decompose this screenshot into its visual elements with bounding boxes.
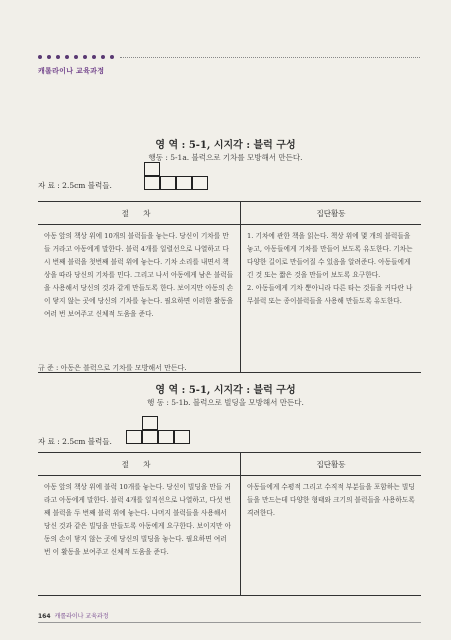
section-2-behavior: 행 동 : 5-1b. 블럭으로 빌딩을 모방해서 만든다. xyxy=(147,398,304,407)
block xyxy=(142,416,158,430)
section-1-activity-table xyxy=(38,201,421,373)
group-activity-cell xyxy=(241,225,422,373)
footer-divider xyxy=(38,622,421,623)
block xyxy=(176,176,192,190)
footer-label: 캐롤라이나 교육과정 xyxy=(54,613,109,620)
procedure-header: 절 차 xyxy=(38,202,241,225)
group-activity-item: 1. 기차에 관한 책을 읽는다. 책상 위에 몇 개의 블럭들을 놓고, 아동들에게 기차를 만들어 보도록 유도한다. 기차는 다양한 길이로 만들어질 수 있음을 알려준다. 아동들에게 긴 것 또는 짧은 것을 만들어 보도록 요구한다. xyxy=(247,232,413,279)
section-2-title: 영 역 : 5-1, 시지각 : 블럭 구성 xyxy=(155,385,296,396)
block xyxy=(144,162,160,176)
procedure-header: 절 차 xyxy=(38,453,241,476)
section-1-title: 영 역 : 5-1, 시지각 : 블럭 구성 xyxy=(155,140,296,151)
header-dots xyxy=(38,55,114,59)
block xyxy=(142,430,158,444)
group-activity-header: 집단활동 xyxy=(241,453,422,476)
section-1-criteria: 규 준 : 아동은 블럭으로 기차를 모방해서 만든다. xyxy=(38,364,187,372)
header-title: 캐롤라이나 교육과정 xyxy=(38,67,105,75)
block xyxy=(158,430,174,444)
group-activity-item: 2. 아동들에게 기차 뿐아니라 다른 타는 것들을 커다란 나무블럭 또는 종이블럭들을 사용해 만들도록 유도한다. xyxy=(247,284,413,305)
header-divider xyxy=(120,57,420,58)
procedure-text: 아동 앞의 책상 위에 10개의 블럭들을 놓는다. 당신이 기차를 만들 거라고 아동에게 말한다. 블럭 4개를 일렬선으로 나열하고 다시 번째 블럭을 첫번째 블럭 위에 놓는다. 기차 소리를 내면서 책상을 따라 당신의 기차를 민다. 그리고 나서 아동에게 남은 블럭들을 사용해서 당신의 것과 같게 만들도록 한다. 보이지만 아동의 손이 닿지 않는 곳에 당신의 기차를 놓는다. 필요하면 이러한 활동을 여러 번 보여주고 신체적 도움을 준다. xyxy=(38,225,241,373)
block xyxy=(160,176,176,190)
group-activity-header: 집단활동 xyxy=(241,202,422,225)
section-1-behavior: 행동 : 5-1a. 블럭으로 기차를 모방해서 만든다. xyxy=(148,153,303,162)
block xyxy=(192,176,208,190)
section-1-material: 자 료 : 2.5cm 블럭들. xyxy=(38,181,112,190)
procedure-text: 아동 앞의 책상 위에 블럭 10개를 놓는다. 당신이 빌딩을 만들 거라고 아동에게 말한다. 블럭 4개를 일직선으로 나열하고, 다섯 번째 블럭을 두 번째 블럭 위에 놓는다. 나머지 블럭들을 사용해서 당신 것과 같은 빌딩을 만들도록 아동에게 요구한다. 보이지만 아동의 손이 닿지 않는 곳에 당신의 빌딩을 놓는다. 필요하면 여러 번 이 활동을 보여주고 신체적 도움을 준다. xyxy=(38,476,241,596)
block xyxy=(126,430,142,444)
block xyxy=(174,430,190,444)
page-footer xyxy=(38,611,109,620)
group-activity-item: 아동들에게 수평적 그리고 수직적 부분들을 포함하는 빌딩들을 만드는데 다양한 형태와 크기의 블럭들을 사용하도록 격려한다. xyxy=(247,483,415,517)
section-2-activity-table xyxy=(38,452,421,596)
section-2-material: 자 료 : 2.5cm 블럭들. xyxy=(38,437,112,446)
block xyxy=(144,176,160,190)
group-activity-cell xyxy=(241,476,422,596)
page-number: 164 xyxy=(38,613,51,620)
